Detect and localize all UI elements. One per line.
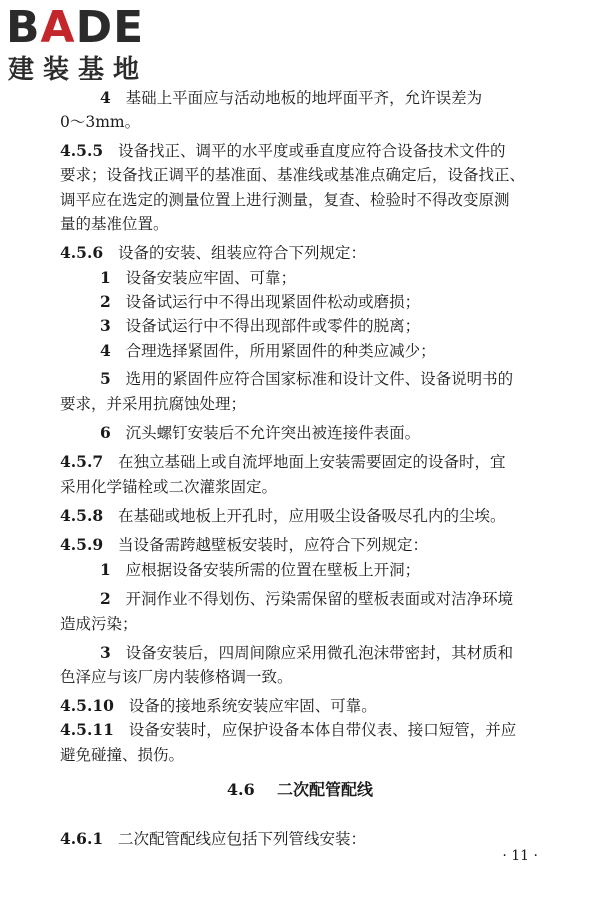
clause-text: 设备的安装、组装应符合下列规定：: [117, 244, 366, 262]
text-line: [100, 369, 513, 389]
clause-number: 4: [100, 341, 111, 360]
clause-text: 调平应在选定的测量位置上进行测量，复查、检验时不得改变原测: [60, 191, 510, 209]
clause-number: 4.5.11: [60, 720, 114, 739]
clause-text: 在基础或地板上开孔时，应用吸尘设备吸尽孔内的尘埃。: [117, 507, 506, 525]
text-line: [100, 643, 513, 663]
text-line: [60, 477, 277, 497]
clause-text: 采用化学锚栓或二次灌浆固定。: [60, 478, 278, 496]
clause-number: 4: [100, 88, 111, 107]
clause-text: 设备安装时，应保护设备本体自带仪表、接口短管，并应: [128, 721, 517, 739]
clause-text: 量的基准位置。: [60, 215, 169, 233]
clause-number: 3: [100, 316, 111, 335]
text-line: [100, 316, 420, 336]
text-line: [100, 292, 420, 312]
clause-text: 选用的紧固件应符合国家标准和设计文件、设备说明书的: [125, 370, 514, 388]
text-line: [100, 268, 296, 288]
text-line: [60, 141, 505, 161]
clause-text: 基础上平面应与活动地板的地坪面平齐，允许误差为: [125, 89, 483, 107]
text-line: [100, 560, 420, 580]
clause-number: 6: [100, 423, 111, 442]
clause-text: 要求；设备找正调平的基准面、基准线或基准点确定后，设备找正、: [60, 166, 526, 184]
text-line: [60, 165, 525, 185]
text-line: [60, 829, 366, 849]
clause-text: 开洞作业不得划伤、污染需保留的壁板表面或对洁净环境: [125, 590, 514, 608]
clause-number: 4.6.1: [60, 829, 104, 848]
clause-number: 4.5.10: [60, 696, 114, 715]
text-line: [100, 423, 420, 443]
clause-text: 色泽应与该厂房内装修格调一致。: [60, 668, 293, 686]
text-line: [100, 88, 482, 108]
clause-text: 当设备需跨越壁板安装时，应符合下列规定：: [117, 536, 428, 554]
clause-text: 设备安装后，四周间隙应采用微孔泡沫带密封，其材质和: [125, 644, 514, 662]
clause-number: 4.5.5: [60, 141, 104, 160]
clause-number: 3: [100, 643, 111, 662]
text-line: [60, 243, 366, 263]
clause-number: 1: [100, 268, 111, 287]
clause-number: 4.5.9: [60, 535, 104, 554]
clause-text: 沉头螺钉安装后不允许突出被连接件表面。: [125, 424, 421, 442]
clause-text: 要求，并采用抗腐蚀处理；: [60, 395, 247, 413]
text-line: [100, 341, 436, 361]
page-number: · 11 ·: [502, 848, 538, 864]
text-line: [60, 506, 505, 526]
text-line: [60, 696, 377, 716]
clause-text: 设备试运行中不得出现部件或零件的脱离；: [125, 317, 421, 335]
clause-number: 2: [100, 292, 111, 311]
text-line: [60, 745, 184, 765]
clause-text: 设备安装应牢固、可靠；: [125, 269, 297, 287]
logo-wordmark: BADE: [6, 2, 145, 53]
clause-text: 造成污染；: [60, 615, 138, 633]
clause-text: 0～3mm。: [60, 113, 141, 131]
text-line: [100, 589, 513, 609]
clause-text: 二次配管配线应包括下列管线安装：: [117, 830, 366, 848]
clause-text: 设备的接地系统安装应牢固、可靠。: [128, 697, 377, 715]
clause-text: 在独立基础上或自流坪地面上安装需要固定的设备时，宜: [117, 453, 506, 471]
text-line: [60, 112, 140, 132]
text-line: [60, 535, 428, 555]
logo-subtitle: 建装基地: [8, 55, 149, 85]
section-title: 4.6 二次配管配线: [226, 780, 374, 799]
text-line: [60, 452, 505, 472]
clause-number: 4.5.8: [60, 506, 104, 525]
clause-text: 设备试运行中不得出现紧固件松动或磨损；: [125, 293, 421, 311]
text-line: [60, 667, 293, 687]
text-line: [60, 214, 169, 234]
clause-number: 4.5.6: [60, 243, 104, 262]
clause-number: 2: [100, 589, 111, 608]
clause-number: 5: [100, 369, 111, 388]
text-line: [60, 720, 516, 740]
clause-number: 1: [100, 560, 111, 579]
text-line: [60, 190, 510, 210]
clause-text: 避免碰撞、损伤。: [60, 746, 185, 764]
clause-text: 合理选择紧固件，所用紧固件的种类应减少；: [125, 342, 436, 360]
clause-text: 设备找正、调平的水平度或垂直度应符合设备技术文件的: [117, 142, 506, 160]
clause-number: 4.5.7: [60, 452, 104, 471]
text-line: [60, 614, 138, 634]
clause-text: 应根据设备安装所需的位置在壁板上开洞；: [125, 561, 421, 579]
text-line: [60, 394, 246, 414]
